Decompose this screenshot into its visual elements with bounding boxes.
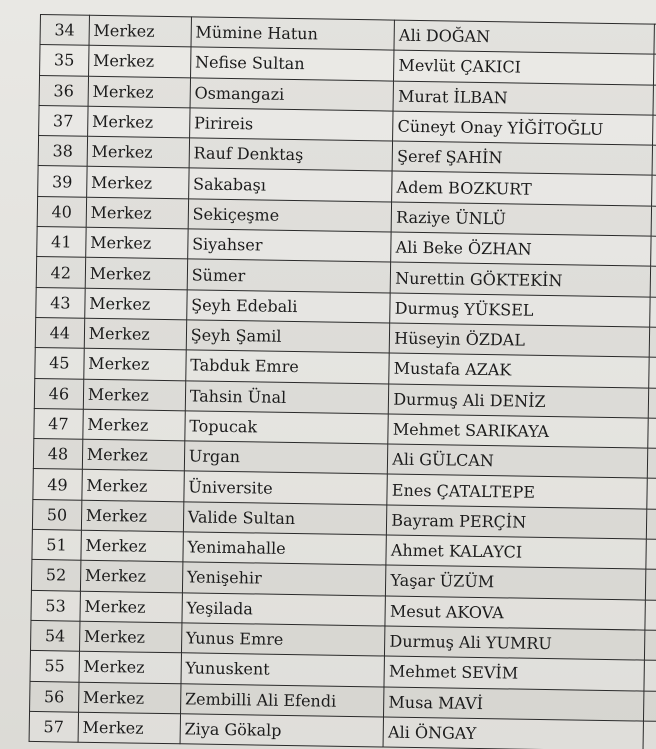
empty-cell [647,418,656,449]
person-name-cell: Ali Beke ÖZHAN [391,232,651,266]
neighborhood-cell: Üniversite [184,471,388,504]
empty-cell [653,85,656,116]
person-name-cell: Mevlüt ÇAKICI [394,50,654,84]
district-cell: Merkez [81,530,183,562]
person-name-cell: Şeref ŞAHİN [392,141,652,175]
person-name-cell: Durmuş Ali DENİZ [389,384,649,418]
district-cell: Merkez [87,136,189,168]
neighborhood-cell: Mümine Hatun [191,17,395,50]
empty-cell [652,115,656,146]
empty-cell [649,297,656,328]
district-cell: Merkez [86,167,188,199]
row-number-cell: 36 [39,75,88,106]
district-cell: Merkez [80,561,182,593]
neighborhood-cell: Sümer [187,259,391,292]
empty-cell [645,569,656,600]
row-number-cell: 42 [36,257,85,288]
empty-cell [646,479,656,510]
document-sheet [29,14,656,749]
row-number-cell: 43 [36,287,85,318]
district-cell: Merkez [81,500,183,532]
row-number-cell: 47 [34,408,83,439]
person-name-cell: Hüseyin ÖZDAL [389,323,649,357]
empty-cell [643,660,656,691]
district-cell: Merkez [87,106,189,138]
person-name-cell: Mehmet SEVİM [384,656,644,690]
person-name-cell: Cüneyt Onay YİĞİTOĞLU [393,111,653,145]
empty-cell [649,327,656,358]
row-number-cell: 44 [35,317,84,348]
neighborhood-cell: Yunuskent [181,653,385,686]
district-cell: Merkez [84,288,186,320]
empty-cell [644,630,656,661]
person-name-cell: Raziye ÜNLÜ [391,202,651,236]
person-name-cell: Ali DOĞAN [394,20,654,54]
neighborhood-cell: Şeyh Şamil [186,320,390,353]
row-number-cell: 46 [34,378,83,409]
row-number-cell: 52 [31,560,80,591]
empty-cell [646,509,656,540]
district-cell: Merkez [83,409,185,441]
row-number-cell: 53 [31,590,80,621]
district-cell: Merkez [88,46,190,78]
district-cell: Merkez [80,591,182,623]
person-name-cell: Durmuş YÜKSEL [390,293,650,327]
neighborhood-cell: Siyahser [187,229,391,262]
row-number-cell: 57 [29,711,78,742]
empty-cell [645,539,656,570]
row-number-cell: 55 [30,651,79,682]
table-body [29,15,656,749]
neighborhood-cell: Yeşilada [182,592,386,625]
person-name-cell: Mehmet SARIKAYA [388,414,648,448]
empty-cell [650,236,656,267]
empty-cell [651,176,656,207]
district-cell: Merkez [79,621,181,653]
empty-cell [650,266,656,297]
neighborhood-cell: Rauf Denktaş [189,138,393,171]
neighborhood-cell: Tahsin Ünal [185,380,389,413]
empty-cell [647,448,656,479]
neighborhood-cell: Nefise Sultan [190,47,394,80]
district-cell: Merkez [82,470,184,502]
district-cell: Merkez [79,651,181,683]
neighborhood-cell: Sekiçeşme [188,199,392,232]
row-number-cell: 49 [33,469,82,500]
person-name-cell: Mesut AKOVA [385,596,645,630]
row-number-cell: 54 [30,620,79,651]
neighborhood-cell: Yenişehir [182,562,386,595]
neighborhood-cell: Valide Sultan [183,502,387,535]
neighborhood-cell: Ziya Gökalp [180,714,384,747]
person-name-cell: Yaşar ÜZÜM [386,565,646,599]
assignment-table [29,14,656,749]
person-name-cell: Durmuş Ali YUMRU [385,626,645,660]
row-number-cell: 35 [40,45,89,76]
district-cell: Merkez [82,439,184,471]
person-name-cell: Adem BOZKURT [392,172,652,206]
row-number-cell: 34 [40,15,89,46]
district-cell: Merkez [85,227,187,259]
row-number-cell: 45 [35,348,84,379]
person-name-cell: Bayram PERÇİN [387,505,647,539]
neighborhood-cell: Şeyh Edebali [186,290,390,323]
person-name-cell: Musa MAVİ [384,687,644,721]
person-name-cell: Ahmet KALAYCI [386,535,646,569]
person-name-cell: Enes ÇATALTEPE [387,474,647,508]
district-cell: Merkez [78,682,180,714]
empty-cell [644,600,656,631]
neighborhood-cell: Sakabaşı [188,168,392,201]
person-name-cell: Nurettin GÖKTEKİN [390,262,650,296]
empty-cell [648,388,656,419]
district-cell: Merkez [78,712,180,744]
neighborhood-cell: Yunus Emre [181,623,385,656]
district-cell: Merkez [85,258,187,290]
row-number-cell: 37 [39,105,88,136]
district-cell: Merkez [86,197,188,229]
neighborhood-cell: Tabduk Emre [186,350,390,383]
district-cell: Merkez [88,76,190,108]
district-cell: Merkez [84,318,186,350]
row-number-cell: 48 [33,439,82,470]
row-number-cell: 39 [38,166,87,197]
district-cell: Merkez [83,379,185,411]
neighborhood-cell: Yenimahalle [183,532,387,565]
empty-cell [643,721,656,749]
district-cell: Merkez [84,348,186,380]
person-name-cell: Ali ÖNGAY [383,717,643,749]
row-number-cell: 38 [38,136,87,167]
neighborhood-cell: Urgan [184,441,388,474]
row-number-cell: 51 [32,529,81,560]
empty-cell [651,206,656,237]
district-cell: Merkez [89,15,191,47]
row-number-cell: 40 [37,196,86,227]
row-number-cell: 56 [30,681,79,712]
person-name-cell: Ali GÜLCAN [388,444,648,478]
neighborhood-cell: Topucak [185,411,389,444]
empty-cell [652,145,656,176]
neighborhood-cell: Zembilli Ali Efendi [180,683,384,716]
empty-cell [648,357,656,388]
neighborhood-cell: Osmangazi [190,77,394,110]
person-name-cell: Mustafa AZAK [389,353,649,387]
empty-cell [643,691,656,722]
neighborhood-cell: Pirireis [189,108,393,141]
person-name-cell: Murat İLBAN [393,81,653,115]
row-number-cell: 50 [32,499,81,530]
row-number-cell: 41 [37,227,86,258]
